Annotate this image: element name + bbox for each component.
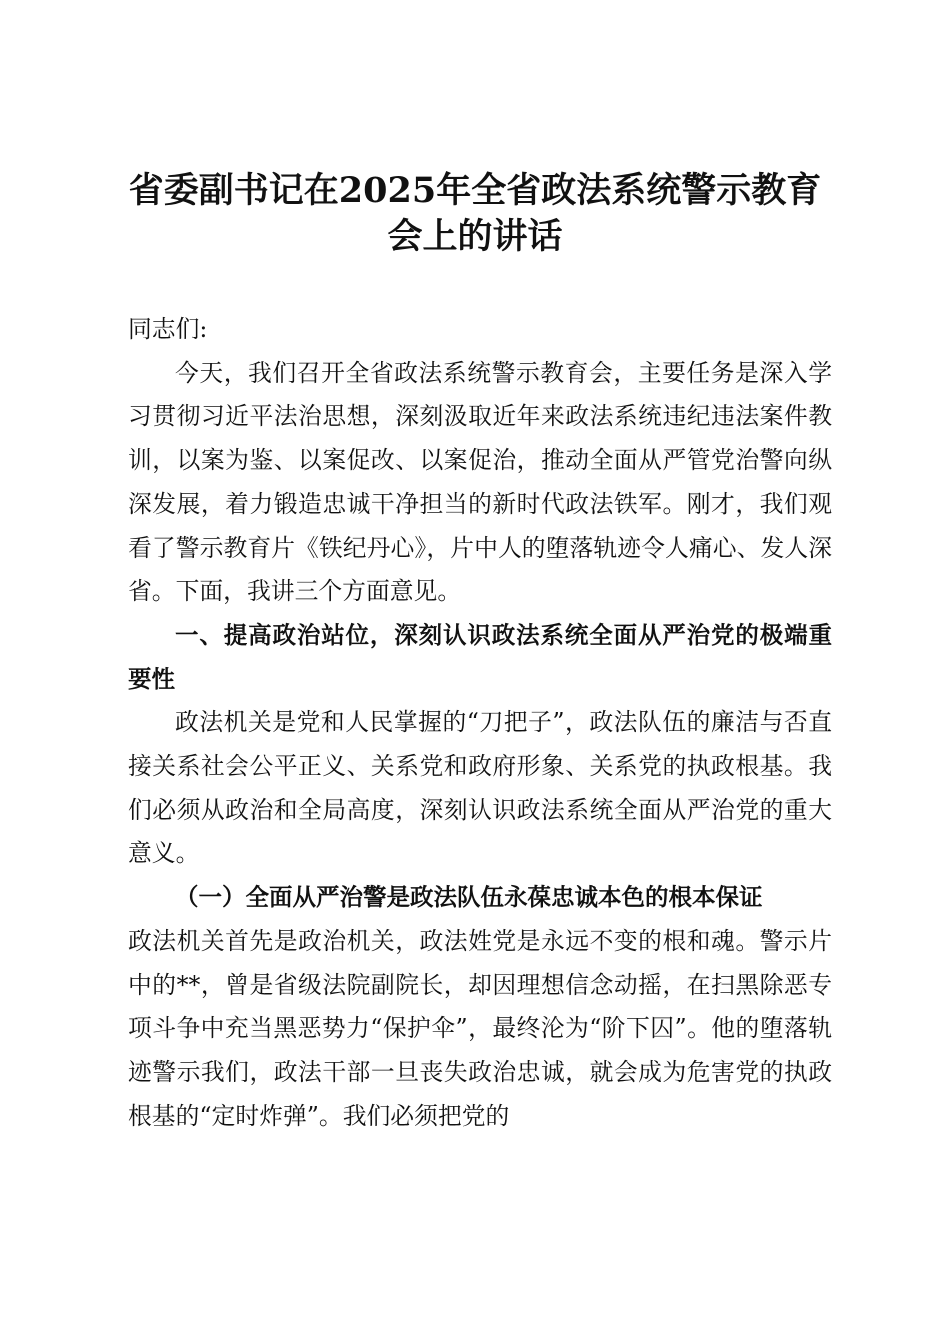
section-1-paragraph: 政法机关是党和人民掌握的“刀把子”，政法队伍的廉洁与否直接关系社会公平正义、关系党和政府形象、关系党的执政根基。我们必须从政治和全局高度，深刻认识政法系统全面从严治党的重大意义。 [128, 708, 832, 868]
subsection-1-paragraph: 政法机关首先是政治机关，政法姓党是永远不变的根和魂。警示片中的**，曾是省级法院副院长，却因理想信念动摇，在扫黑除恶专项斗争中充当黑恶势力“保护伞”，最终沦为“阶下囚”。他的堕落轨迹警示我们，政法干部一旦丧失政治忠诚，就会成为危害党的执政根基的“定时炸弹”。我们必须把党的 [128, 926, 832, 1130]
salutation: 同志们: [128, 315, 208, 343]
intro-paragraph: 今天，我们召开全省政法系统警示教育会，主要任务是深入学习贯彻习近平法治思想，深刻汲取近年来政法系统违纪违法案件教训，以案为鉴、以案促改、以案促治，推动全面从严管党治警向纵深发展，着力锻造忠诚干净担当的新时代政法铁军。刚才，我们观看了警示教育片《铁纪丹心》，片中人的堕落轨迹令人痛心、发人深省。下面，我讲三个方面意见。 [128, 358, 832, 606]
title-line-1: 省委副书记在2025年全省政法系统警示教育 [128, 170, 822, 211]
subsection-1-heading: （一）全面从严治警是政法队伍永葆忠诚本色的根本保证 [175, 883, 763, 912]
document-body [128, 308, 832, 1138]
section-1-heading: 一、提高政治站位，深刻认识政法系统全面从严治党的极端重要性 [128, 620, 832, 693]
title-line-2: 会上的讲话 [387, 216, 563, 257]
page-title [100, 168, 850, 260]
